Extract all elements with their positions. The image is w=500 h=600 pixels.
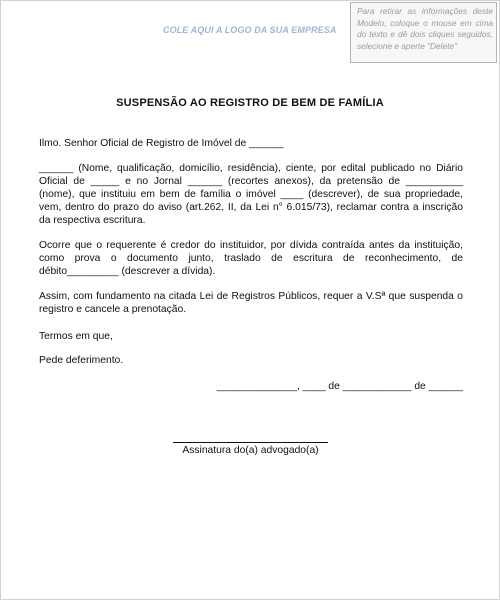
closing-terms: Termos em que, — [39, 331, 113, 342]
addressee-line: Ilmo. Senhor Oficial de Registro de Imóvel de ______ — [39, 138, 284, 149]
place-date-line: ______________, ____ de ____________ de ______ — [216, 381, 463, 392]
signature-label: Assinatura do(a) advogado(a) — [182, 445, 319, 456]
logo-placeholder: COLE AQUI A LOGO DA SUA EMPRESA — [163, 25, 337, 35]
signature-line — [173, 442, 328, 443]
closing-deferment: Pede deferimento. — [39, 355, 124, 366]
paragraph-credit: Ocorre que o requerente é credor do instituidor, por dívida contraída antes da instituição, como prova o documento junto, traslado de escritura de reconhecimento, de débito_________ (descrever a dívida). — [39, 240, 463, 277]
paragraph-request: Assim, com fundamento na citada Lei de Registros Públicos, requer a V.Sª que suspenda o registro e cancele a prenotação. — [39, 291, 463, 315]
instructions-note: Para retirar as informações deste Modelo, coloque o mouse em cima do texto e dê dois cliques seguidos, selecione e aperte "Delete" — [350, 2, 497, 63]
paragraph-identification: ______ (Nome, qualificação, domicílio, residência), ciente, por edital publicado no Diário Oficial de _____ e no Jornal ______ (recortes anexos), da pretensão de __________ (nome), que instituiu em bem de família o imóvel ____ (descrever), de sua propriedade, vem, dentro do prazo do aviso (art.262, II, da Lei n° 6.015/73), reclamar contra a inscrição da respectiva escritura. — [39, 163, 463, 226]
document-title: SUSPENSÃO AO REGISTRO DE BEM DE FAMÍLIA — [116, 97, 384, 109]
